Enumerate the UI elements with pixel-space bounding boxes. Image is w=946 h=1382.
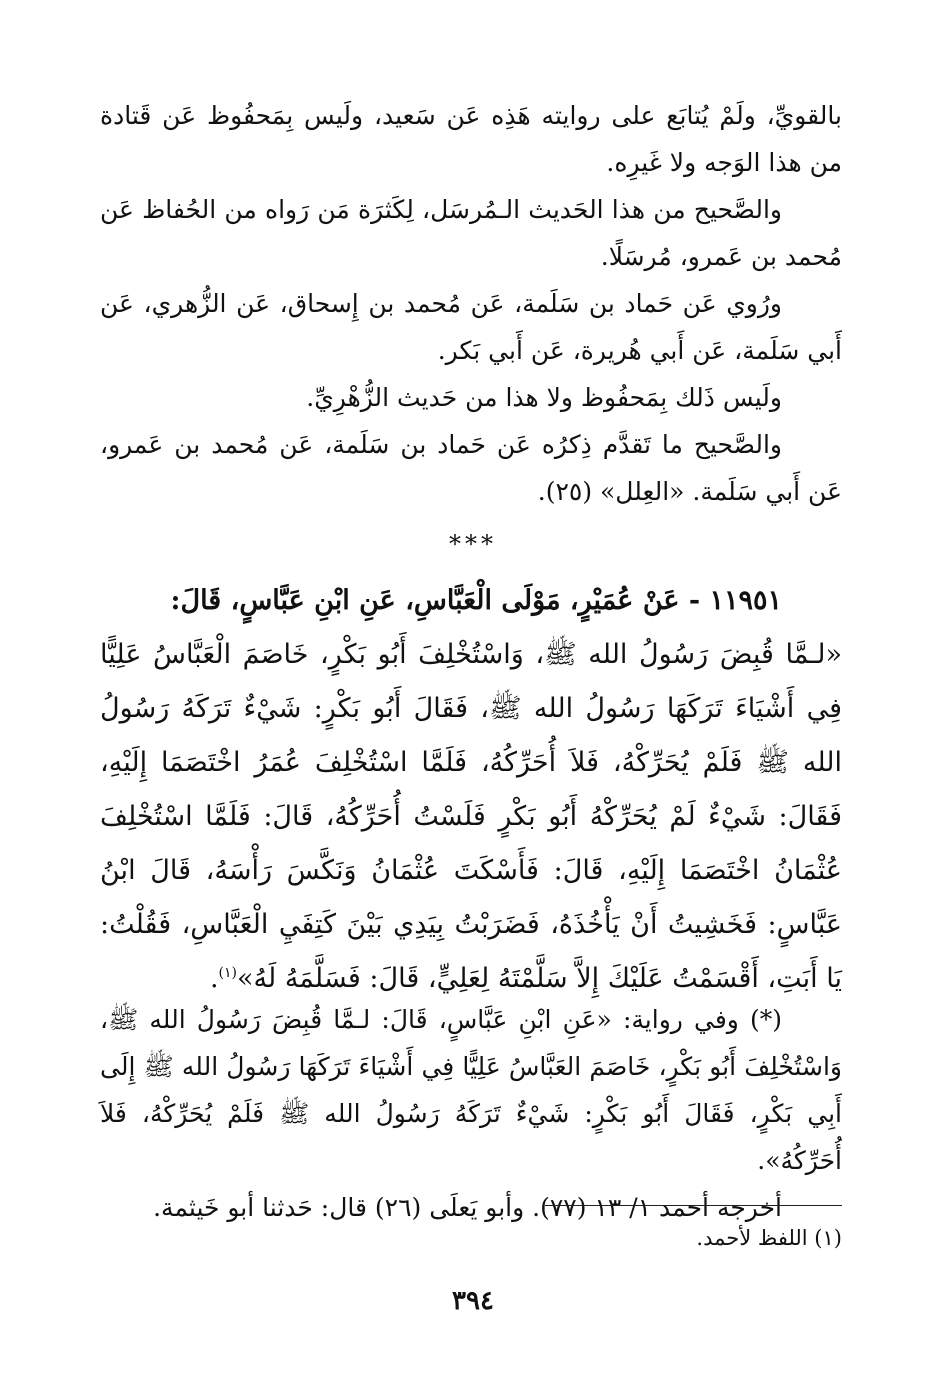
takhrij-line: أخرجه أحمد ١/ ١٣ (٧٧). وأبو يَعلَى (٢٦) قال: حَدثنا أبو خَيثمة. bbox=[153, 1193, 782, 1222]
footnote-divider bbox=[545, 1205, 842, 1206]
commentary-block bbox=[100, 92, 842, 515]
page-number: ٣٩٤ bbox=[452, 1286, 494, 1316]
commentary-paragraph-1: بالقويِّ، ولَمْ يُتابَع على روايته هَذِه عَن سَعيد، ولَيس بِمَحفُوظ عَن قَتادة من هذا الوَجه ولا غَيرِه. bbox=[100, 101, 842, 177]
commentary-paragraph-2: والصَّحيح من هذا الحَديث الـمُرسَل، لِكَثرَة مَن رَواه من الحُفاظ عَن مُحمد بن عَمرو، مُرسَلًا. bbox=[100, 195, 842, 271]
hadith-text: «لـمَّا قُبِضَ رَسُولُ الله ﷺ، وَاسْتُخْلِفَ أَبُو بَكْرٍ، خَاصَمَ الْعَبَّاسُ عَلِيًّا فِي أَشْيَاءَ تَرَكَهَا رَسُولُ الله ﷺ، فَقَالَ أَبُو بَكْرٍ: شَيْءٌ تَرَكَهُ رَسُولُ الله ﷺ فَلَمْ يُحَرِّكْهُ، فَلاَ أُحَرِّكُهُ، فَلَمَّا اسْتُخْلِفَ عُمَرُ اخْتَصَمَا إِلَيْهِ، فَقَالَ: شَيْءٌ لَمْ يُحَرِّكْهُ أَبُو بَكْرٍ فَلَسْتُ أُحَرِّكُهُ، قَالَ: فَلَمَّا اسْتُخْلِفَ عُثْمَانُ اخْتَصَمَا إِلَيْهِ، قَالَ: فَأَسْكَتَ عُثْمَانُ وَنَكَّسَ رَأْسَهُ، قَالَ ابْنُ عَبَّاسٍ: فَخَشِيتُ أَنْ يَأْخُذَهُ، فَضَرَبْتُ بِيَدِي بَيْنَ كَتِفَيِ الْعَبَّاسِ، فَقُلْتُ: يَا أَبَتِ، أَقْسَمْتُ عَلَيْكَ إِلاَّ سَلَّمْتَهُ لِعَلِيٍّ، قَالَ: فَسَلَّمَهُ لَهُ» bbox=[100, 639, 842, 994]
footnote: (١) اللفظ لأحمد. bbox=[696, 1226, 842, 1250]
hadith-heading: ١١٩٥١ - عَنْ عُمَيْرٍ، مَوْلَى الْعَبَّاسِ، عَنِ ابْنِ عَبَّاسٍ، قَالَ: bbox=[170, 585, 782, 616]
hadith-end: . bbox=[209, 963, 219, 994]
hadith-block bbox=[100, 574, 842, 1006]
commentary-paragraph-5: والصَّحيح ما تَقدَّم ذِكرُه عَن حَماد بن سَلَمة، عَن مُحمد بن عَمرو، عَن أَبي سَلَمة. «العِلل» (٢٥). bbox=[100, 430, 842, 506]
hadith-body bbox=[100, 628, 842, 1006]
variant-block bbox=[100, 996, 842, 1231]
variant-narration: (*) وفي رواية: «عَنِ ابْنِ عَبَّاسٍ، قَالَ: لـمَّا قُبِضَ رَسُولُ الله ﷺ، وَاسْتُخْلِفَ أَبُو بَكْرٍ، خَاصَمَ العَبَّاسُ عَلِيًّا فِي أَشْيَاءَ تَرَكَهَا رَسُولُ الله ﷺ إِلَى أَبِي بَكْرٍ، فَقَالَ أَبُو بَكْرٍ: شَيْءٌ تَرَكَهُ رَسُولُ الله ﷺ فَلَمْ يُحَرِّكْهُ، فَلاَ أُحَرِّكُهُ». bbox=[100, 1005, 842, 1175]
section-separator: *** bbox=[449, 530, 497, 558]
commentary-paragraph-4: ولَيس ذَلك بِمَحفُوظ ولا هذا من حَديث الزُّهْرِيِّ. bbox=[306, 383, 782, 412]
footnote-marker: (١) bbox=[218, 965, 238, 981]
commentary-paragraph-3: ورُوي عَن حَماد بن سَلَمة، عَن مُحمد بن إِسحاق، عَن الزُّهري، عَن أَبي سَلَمة، عَن أَبي هُريرة، عَن أَبي بَكر. bbox=[100, 289, 842, 365]
